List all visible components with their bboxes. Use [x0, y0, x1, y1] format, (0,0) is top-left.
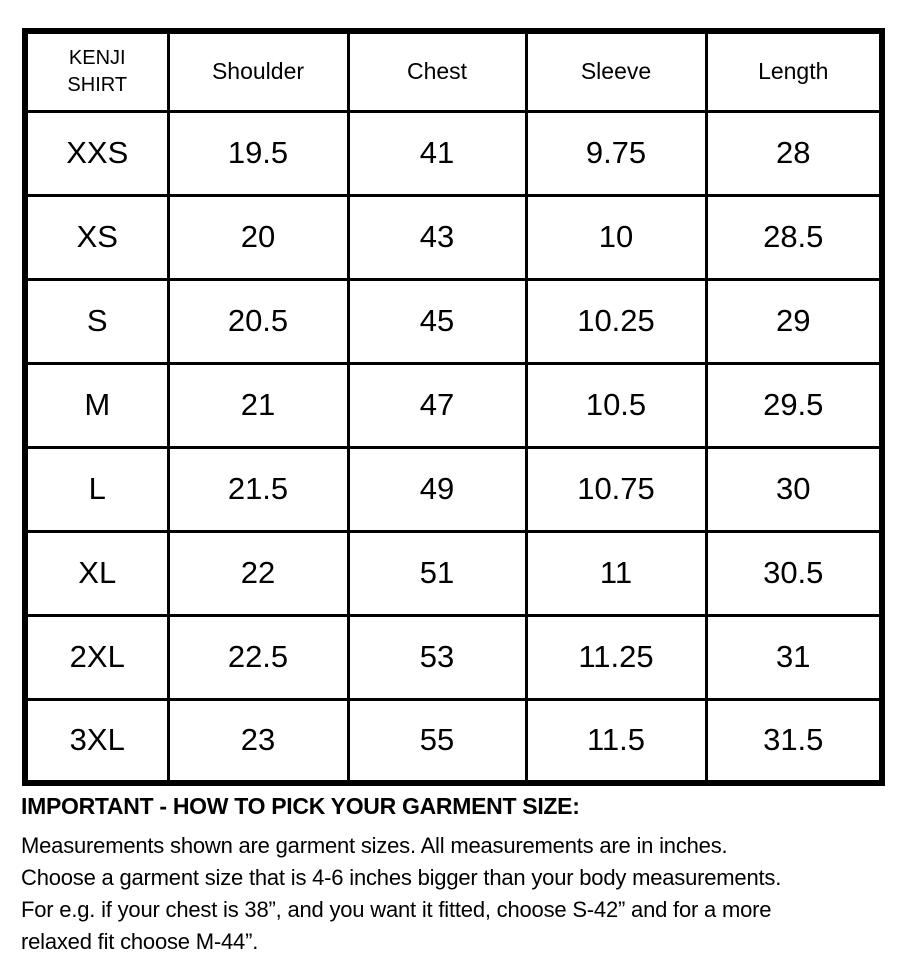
size-label: 3XL [25, 699, 168, 783]
chest-value: 45 [348, 279, 526, 363]
chest-value: 51 [348, 531, 526, 615]
chest-value: 41 [348, 111, 526, 195]
length-value: 31.5 [706, 699, 882, 783]
sleeve-value: 11 [526, 531, 706, 615]
shoulder-value: 22.5 [168, 615, 348, 699]
corner-line-1: KENJI [68, 46, 126, 69]
size-label: L [25, 447, 168, 531]
table-row-xxs [25, 111, 882, 195]
sizing-notes-line-4: relaxed fit choose M-44”. [21, 929, 259, 954]
sleeve-value: 10 [526, 195, 706, 279]
length-value: 28 [706, 111, 882, 195]
shoulder-value: 23 [168, 699, 348, 783]
chest-value: 53 [348, 615, 526, 699]
table-row-m [25, 363, 882, 447]
corner-cell-kenji-shirt [25, 31, 168, 111]
length-value: 29.5 [706, 363, 882, 447]
length-value: 30 [706, 447, 882, 531]
size-label: M [25, 363, 168, 447]
table-row-xl [25, 531, 882, 615]
shoulder-value: 20 [168, 195, 348, 279]
length-value: 31 [706, 615, 882, 699]
chest-value: 55 [348, 699, 526, 783]
table-row-2xl [25, 615, 882, 699]
table-row-l [25, 447, 882, 531]
column-header-shoulder: Shoulder [168, 31, 348, 111]
sleeve-value: 10.5 [526, 363, 706, 447]
column-header-chest: Chest [348, 31, 526, 111]
sleeve-value: 10.75 [526, 447, 706, 531]
length-value: 28.5 [706, 195, 882, 279]
sleeve-value: 10.25 [526, 279, 706, 363]
chest-value: 47 [348, 363, 526, 447]
table-row-s [25, 279, 882, 363]
sizing-notes-line-3: For e.g. if your chest is 38”, and you want it fitted, choose S-42” and for a more [21, 897, 772, 922]
sizing-notes-line-1: Measurements shown are garment sizes. All measurements are in inches. [21, 833, 728, 858]
sleeve-value: 9.75 [526, 111, 706, 195]
sizing-notes-line-2: Choose a garment size that is 4-6 inches bigger than your body measurements. [21, 865, 782, 890]
size-label: 2XL [25, 615, 168, 699]
column-header-length: Length [706, 31, 882, 111]
sleeve-value: 11.25 [526, 615, 706, 699]
table-row-3xl [25, 699, 882, 783]
size-label: XS [25, 195, 168, 279]
column-header-sleeve: Sleeve [526, 31, 706, 111]
size-label: XXS [25, 111, 168, 195]
chest-value: 43 [348, 195, 526, 279]
length-value: 30.5 [706, 531, 882, 615]
size-chart-table [22, 28, 885, 786]
size-label: XL [25, 531, 168, 615]
table-header-row [25, 31, 882, 111]
shoulder-value: 20.5 [168, 279, 348, 363]
corner-line-2: SHIRT [67, 73, 128, 96]
table-row-xs [25, 195, 882, 279]
size-label: S [25, 279, 168, 363]
shoulder-value: 22 [168, 531, 348, 615]
sizing-notes-section [21, 793, 891, 958]
sizing-notes-heading: IMPORTANT - HOW TO PICK YOUR GARMENT SIZE: [21, 793, 580, 819]
shoulder-value: 21 [168, 363, 348, 447]
sleeve-value: 11.5 [526, 699, 706, 783]
length-value: 29 [706, 279, 882, 363]
shoulder-value: 21.5 [168, 447, 348, 531]
chest-value: 49 [348, 447, 526, 531]
shoulder-value: 19.5 [168, 111, 348, 195]
